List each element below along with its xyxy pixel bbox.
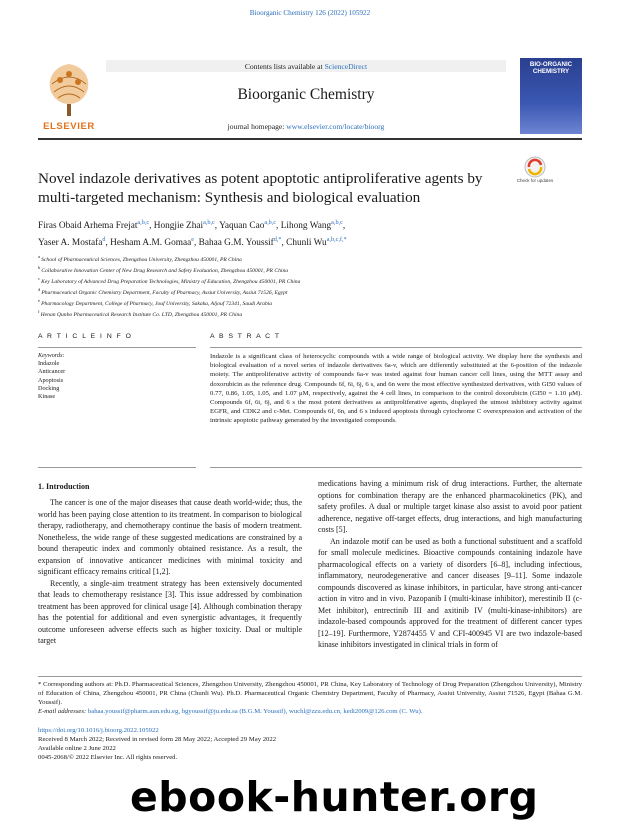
- available-online: Available online 2 June 2022: [38, 745, 116, 752]
- intro-paragraph: Recently, a single-aim treatment strategy has been extensively documented that leads to chemotherapy resistance [3]. This issue addressed by combination treatment has been approved for clinical usage [4]. Although combination therapy has the potential for additional and even synergistic advantages, it frequently outcome unforeseen adverse effects such as higher toxicity. Dual or multiple target: [38, 578, 302, 645]
- journal-cover-title: BIO-ORGANIC CHEMISTRY: [529, 61, 573, 75]
- affiliation-list: [38, 253, 558, 319]
- article-info-heading: A R T I C L E I N F O: [38, 333, 133, 340]
- doi-link[interactable]: https://doi.org/10.1016/j.bioorg.2022.105922: [38, 727, 159, 734]
- author-name[interactable]: Lihong Wang: [280, 221, 332, 232]
- abstract-bottom-rule: [210, 467, 582, 468]
- sciencedirect-link[interactable]: ScienceDirect: [324, 62, 368, 71]
- contents-prefix: Contents lists available at: [244, 62, 325, 71]
- footnotes: [38, 680, 582, 716]
- author-affiliation-marker[interactable]: a,b,c: [203, 219, 215, 226]
- keyword-item: Apoptosis: [38, 376, 64, 384]
- affiliation-key: b: [38, 265, 42, 271]
- keywords-bottom-rule: [38, 467, 196, 468]
- keywords-top-rule: [38, 347, 196, 348]
- author-name[interactable]: Chunli Wu: [286, 238, 327, 249]
- corresponding-author-note: * Corresponding authors at: Ph.D. Pharmaceutical Sciences, Zhengzhou University, Zhengzhou 450001, PR China, Key Laboratory of Technology of Drug Preparation (Zhengzhou University), Ministry of Education of China, Zhengzhou 450001, PR China (Chunli Wu). Ph.D. Pharmaceutical Organic Chemistry Department, Faculty of Pharmacy, Assiut University, Assiut 71526, Egypt (Bahaa G.M. Youssif).: [38, 681, 582, 706]
- intro-right-column: [318, 478, 582, 651]
- intro-paragraph: medications having a minimum risk of drug interactions. Further, the alternate options for combination therapy are the enhanced pharmacokinetics (PK), and safety profiles. A dual or multiple target kinase also assist to avoid poor patient adherence, negative off-target effects, drug interactions, and high manufacturing costs [5].: [318, 479, 582, 534]
- affiliation-item: [38, 264, 558, 275]
- intro-paragraph: An indazole motif can be used as both a functional substituent and a scaffold for small molecule medicines. Bioactive compounds containing indazole have pharmacological effects on a variety of disorders [6–8], including infectious, inflammatory, neurodegenerative and cancer diseases [9–11]. Some indazole compounds discovered as kinase inhibitors, in particular, have strong anti-cancer action in vitro and in vivo. Pazopanib I (multi-kinase inhibitor), merestinib II (c-Met inhibitor), entrectinib III and axitinib IV (multi-kinase-inhibitors) are indazole-based compounds approved for the treatment of different cancer types [12–19]. Furthermore, Y2874455 V and CFI-400945 VI are two indazole-based kinase inhibitors investigated in clinical trials in form of: [318, 536, 582, 649]
- affiliation-item: [38, 308, 558, 319]
- affiliation-key: c: [38, 276, 42, 282]
- author-affiliation-marker[interactable]: d,*: [273, 236, 282, 244]
- author-affiliation-marker[interactable]: a,b,c: [137, 219, 150, 226]
- affiliation-item: [38, 275, 558, 286]
- author-affiliation-marker[interactable]: e: [191, 236, 194, 244]
- keywords-label: Keywords:: [38, 352, 65, 359]
- affiliation-text: Henan Qunbo Pharmaceutical Research Institute Co. LTD, Zhengzhou 450001, PR China: [40, 312, 243, 319]
- introduction-heading: 1. Introduction: [38, 482, 90, 491]
- keyword-item: Docking: [38, 384, 60, 392]
- keyword-list: [38, 360, 65, 401]
- watermark-text: ebook-hunter.org: [130, 773, 539, 821]
- affiliation-text: Key Laboratory of Advanced Drug Preparation Technologies, Ministry of Education, Zhengzhou 450001, PR China: [41, 278, 301, 285]
- author-name[interactable]: Firas Obaid Arhema Frejat: [38, 221, 138, 232]
- affiliation-key: e: [38, 298, 42, 304]
- affiliation-key: f: [38, 309, 41, 315]
- paper-title: Novel indazole derivatives as potent apoptotic antiproliferative agents by multi-targeted mechanism: Synthesis and biological evaluation: [38, 170, 483, 206]
- author-name[interactable]: Hongjie Zhai: [153, 221, 204, 232]
- journal-citation[interactable]: Bioorganic Chemistry 126 (2022) 105922: [249, 9, 371, 17]
- author-affiliation-marker[interactable]: d: [102, 236, 106, 244]
- email-label: E-mail addresses:: [38, 708, 88, 715]
- elsevier-wordmark: ELSEVIER: [43, 121, 95, 132]
- affiliation-key: d: [38, 287, 42, 293]
- author-affiliation-marker[interactable]: a,b,c,f,*: [326, 236, 347, 244]
- author-list: Firas Obaid Arhema Frejat$^{a,b,c}$, Hongjie Zhai$^{a,b,c}$, Yaquan Cao$^{a,b,c}$, Lihong Wang$^{a,b,c}$, Yaser A. Mostafa$^d$, Hesham A.M. Gomaa$^e$, Bahaa G.M. Youssif$^{d,*}$, Chunli $Wu^{a,b,c,f,*}$: [38, 219, 347, 249]
- journal-name: Bioorganic Chemistry: [237, 86, 375, 103]
- email-line: [38, 707, 582, 716]
- author-affiliation-marker[interactable]: a,b,c: [331, 219, 343, 226]
- affiliation-text: Pharmaceutical Organic Chemistry Department, Faculty of Pharmacy, Assiut University, Assiut 71526, Egypt: [41, 290, 288, 297]
- abstract-top-rule: [210, 347, 582, 348]
- journal-homepage: [106, 122, 506, 131]
- author-name[interactable]: Hesham A.M. Gomaa: [110, 238, 192, 249]
- abstract-body: Indazole is a significant class of heterocyclic compounds with a wide range of biological activity. We display here the synthesis and biological evaluation of a novel series of indazole derivatives 6a-v, which are differently substituted at the 6-position of the indazole moiety. The antiproliferative activity of compounds 6a-v was tested against four human cancer cell lines, using the MTT assay and doxorubicin as the reference drug. Compounds 6f, 6i, 6j, 6 s, and 6n were the most effective synthesized derivatives, with GI50 values of 0.77, 0.86, 1.05, 1.05, and 1.07 μM, respectively, against the 4 cell lines, in comparison to the control doxorubicin (GI50 = 1.10 μM). Compounds 6f, 6i, 6j, and 6 s the most potent derivatives as antiproliferative agents, displayed the utmost inhibitory activity against EGFR, and CDK2 and c-Met. Compounds 6f, 6n, and 6 s induced apoptosis through cytochrome C overexpression and activation of the intrinsic apoptotic pathway generated by the investigated compounds.: [210, 353, 582, 425]
- author-name[interactable]: Bahaa G.M. Youssif: [198, 238, 274, 249]
- keyword-item: Indazole: [38, 360, 60, 367]
- keyword-item: Kinase: [38, 393, 56, 401]
- email-addresses[interactable]: bahaa.youssif@pharm.aun.edu.eg, bgyoussif@ju.edu.sa (B.G.M. Youssif), wuchl@zzu.edu.cn, kedi2009@126.com (C. Wu).: [87, 708, 423, 715]
- intro-left-column: [38, 497, 302, 647]
- footnote-rule: [38, 676, 582, 677]
- affiliation-item: [38, 297, 558, 308]
- author-name[interactable]: Yaquan Cao: [219, 221, 265, 232]
- author-affiliation-marker[interactable]: a,b,c: [264, 219, 277, 226]
- affiliation-item: [38, 286, 558, 297]
- affiliation-text: Pharmacology Department, College of Pharmacy, Jouf University, Sakaka, Aljouf 72341, Saudi Arabia: [41, 301, 273, 308]
- article-metadata: [38, 726, 438, 762]
- header-divider: [38, 138, 582, 140]
- author-name[interactable]: Yaser A. Mostafa: [38, 238, 103, 249]
- affiliation-key: a: [38, 254, 42, 259]
- keyword-item: Anticancer: [38, 368, 66, 376]
- received-dates: Received 8 March 2022; Received in revised form 28 May 2022; Accepted 29 May 2022: [38, 736, 277, 743]
- homepage-link[interactable]: www.elsevier.com/locate/bioorg: [286, 122, 385, 131]
- contents-line: [106, 62, 506, 71]
- affiliation-text: School of Pharmaceutical Sciences, Zhengzhou University, Zhengzhou 450001, PR China: [41, 256, 242, 263]
- copyright-line: 0045-2068/© 2022 Elsevier Inc. All rights reserved.: [38, 754, 178, 761]
- intro-paragraph: The cancer is one of the major diseases that cause death world-wide; thus, the world has been paying close attention to its treatment. In comparison to biological therapy, radiotherapy, and chemotherapy continue the basis of modern treatment. Nonetheless, the wide range of these suggested medications are constrained by a bound therapeutic index and commonly obtained resistance. As a result, the expansion of innovative anticancer medicines with minimal toxicity and significant efficacy remains critical [1,2].: [38, 498, 302, 576]
- check-for-updates-label[interactable]: Check for updates: [516, 178, 554, 183]
- affiliation-text: Collaborative Innovation Center of New Drug Research and Safety Evaluation, Zhengzhou 450001, PR China: [41, 267, 289, 274]
- abstract-heading: A B S T R A C T: [210, 333, 281, 340]
- affiliation-item: [38, 253, 558, 264]
- homepage-prefix: journal homepage:: [227, 122, 287, 131]
